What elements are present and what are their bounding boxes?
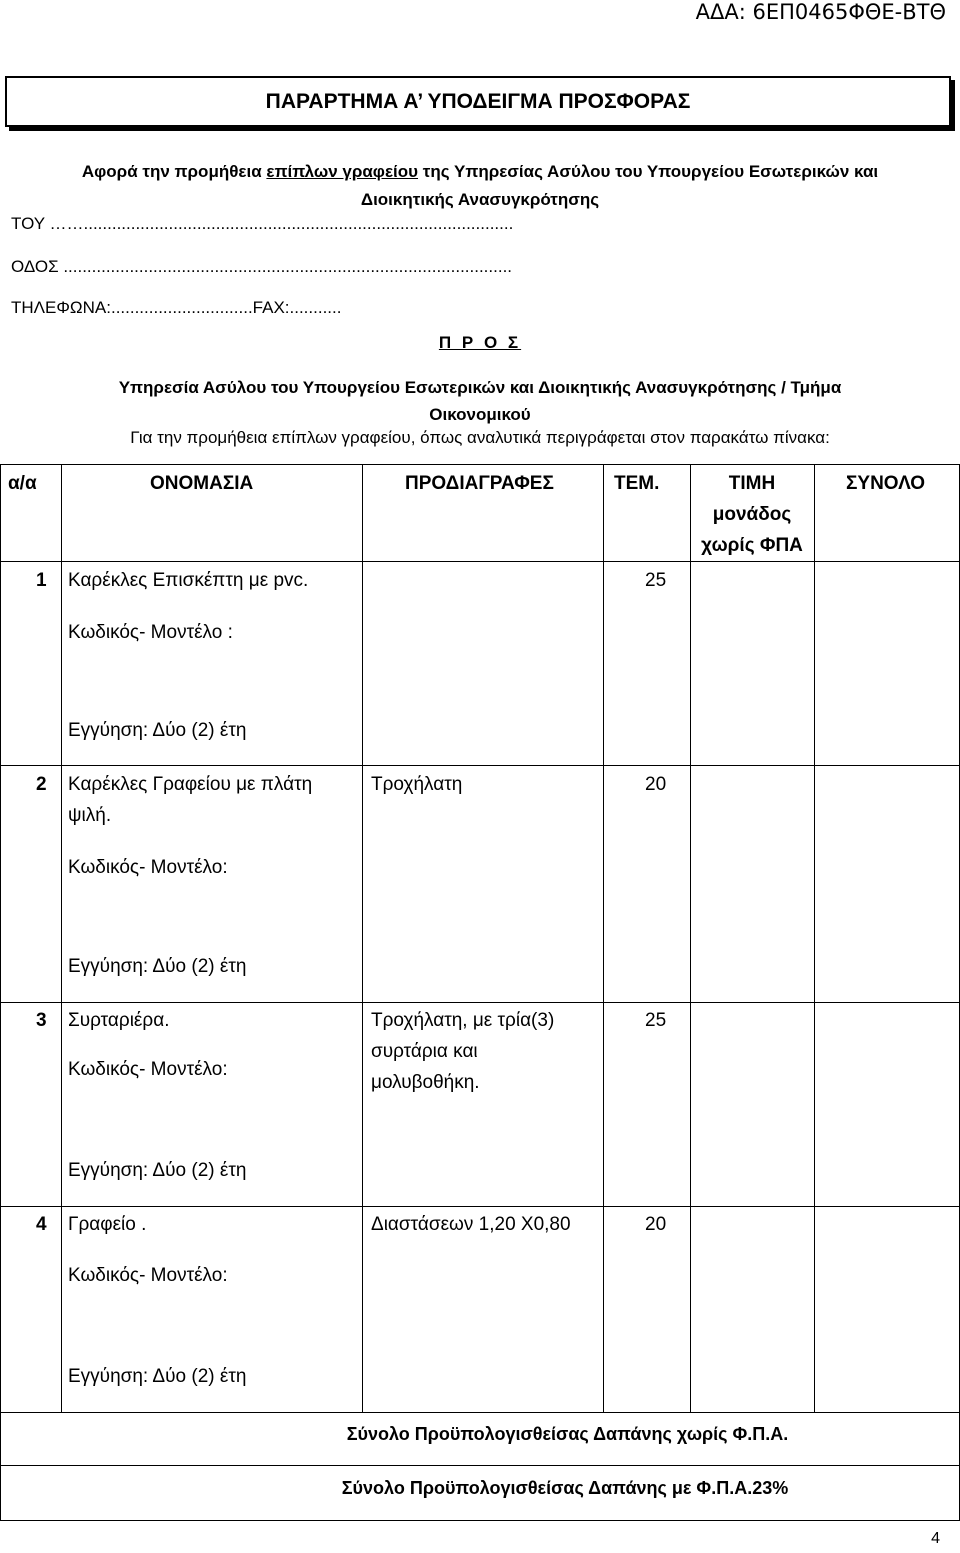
recipient <box>40 374 920 428</box>
header-price-l2: μονάδος <box>712 504 792 525</box>
header-price <box>690 468 814 561</box>
row4-qty: 20 <box>645 1214 667 1235</box>
header-aa: α/α <box>8 473 37 494</box>
row3-bottom-border <box>0 1206 960 1207</box>
col-divider-price <box>814 464 815 1412</box>
row3-name: Συρταριέρα. <box>68 1010 170 1031</box>
ada-code: ΑΔΑ: 6ΕΠ0465ΦΘΕ-ΒΤΘ <box>695 0 946 24</box>
row4-bottom-border <box>0 1412 960 1413</box>
header-price-l3: χωρίς ΦΠΑ <box>701 535 803 556</box>
table-top-border <box>0 464 960 465</box>
total-with-vat: Σύνολο Προϋπολογισθείσας Δαπάνης με Φ.Π.Α.23% <box>341 1478 789 1498</box>
row2-bottom-border <box>0 1002 960 1003</box>
row2-name-l2: ψιλή. <box>68 805 112 826</box>
col-divider-name <box>362 464 363 1412</box>
table-bottom-border <box>0 1520 960 1521</box>
row2-spec: Τροχήλατη <box>371 774 463 795</box>
col-divider-qty <box>690 464 691 1412</box>
row4-code: Κωδικός- Μοντέλο: <box>68 1265 228 1286</box>
row1-code: Κωδικός- Μοντέλο : <box>68 622 233 643</box>
header-price-l1: ΤΙΜΗ <box>728 473 776 494</box>
field-tou: ΤΟΥ ……........................................................................................... <box>11 214 514 233</box>
row3-spec-l3: μολυβοθήκη. <box>371 1072 480 1093</box>
intro-underlined: επίπλων γραφείου <box>266 162 419 181</box>
row3-code: Κωδικός- Μοντέλο: <box>68 1059 228 1080</box>
row3-spec-l1: Τροχήλατη, με τρία(3) <box>371 1010 555 1031</box>
recipient-line1: Υπηρεσία Ασύλου του Υπουργείου Εσωτερικών και Διοικητικής Ανασυγκρότησης / Τμήμα <box>118 378 842 397</box>
row4-name: Γραφείο . <box>68 1214 147 1235</box>
field-odos: ΟΔΟΣ ............................................................................................... <box>11 257 513 276</box>
recipient-line2: Οικονομικού <box>429 405 531 424</box>
total-without-vat: Σύνολο Προϋπολογισθείσας Δαπάνης χωρίς Φ.Π.Α. <box>346 1424 789 1444</box>
intro-part1: Αφορά την προμήθεια <box>81 162 267 181</box>
row3-num: 3 <box>36 1010 47 1031</box>
intro-part2: της Υπηρεσίας Ασύλου του Υπουργείου Εσωτερικών και <box>418 162 879 181</box>
page-number: 4 <box>931 1530 940 1547</box>
row2-name-l1: Καρέκλες Γραφείου με πλάτη <box>68 774 313 795</box>
row1-num: 1 <box>36 570 47 591</box>
row3-warranty: Εγγύηση: Δύο (2) έτη <box>68 1160 247 1181</box>
header-specs: ΠΡΟΔΙΑΓΡΑΦΕΣ <box>405 473 554 494</box>
header-name: ΟΝΟΜΑΣΙΑ <box>150 473 254 494</box>
row2-warranty: Εγγύηση: Δύο (2) έτη <box>68 956 247 977</box>
title-banner <box>5 76 951 127</box>
footer-mid-border <box>0 1465 960 1466</box>
row1-name: Καρέκλες Επισκέπτη με pvc. <box>68 570 309 591</box>
row4-spec: Διαστάσεων 1,20 Χ0,80 <box>371 1214 571 1235</box>
intro-line2: Διοικητικής Ανασυγκρότησης <box>360 190 600 209</box>
offer-table <box>0 464 960 1524</box>
row3-spec-l2: συρτάρια και <box>371 1041 478 1062</box>
row2-code: Κωδικός- Μοντέλο: <box>68 857 228 878</box>
row2-num: 2 <box>36 774 47 795</box>
row4-num: 4 <box>36 1214 47 1235</box>
header-bottom-border <box>0 561 960 562</box>
row3-qty: 25 <box>645 1010 667 1031</box>
description: Για την προμήθεια επίπλων γραφείου, όπως αναλυτικά περιγράφεται στον παρακάτω πίνακα: <box>130 428 830 447</box>
intro-text <box>24 158 936 214</box>
banner-title: ΠΑΡΑΡΤΗΜΑ Α’ ΥΠΟΔΕΙΓΜΑ ΠΡΟΣΦΟΡΑΣ <box>265 89 691 113</box>
row4-warranty: Εγγύηση: Δύο (2) έτη <box>68 1366 247 1387</box>
header-qty: ΤΕΜ. <box>614 473 660 494</box>
row2-qty: 20 <box>645 774 667 795</box>
field-tel-fax: ΤΗΛΕΦΩΝΑ:..............................FAX:........... <box>11 298 342 317</box>
header-total: ΣΥΝΟΛΟ <box>846 473 926 494</box>
row1-bottom-border <box>0 765 960 766</box>
row1-qty: 25 <box>645 570 667 591</box>
row1-warranty: Εγγύηση: Δύο (2) έτη <box>68 720 247 741</box>
col-divider-aa <box>61 464 62 1412</box>
col-divider-specs <box>603 464 604 1412</box>
pros-heading: Π Ρ Ο Σ <box>438 333 522 352</box>
table-left-border <box>0 464 1 1521</box>
